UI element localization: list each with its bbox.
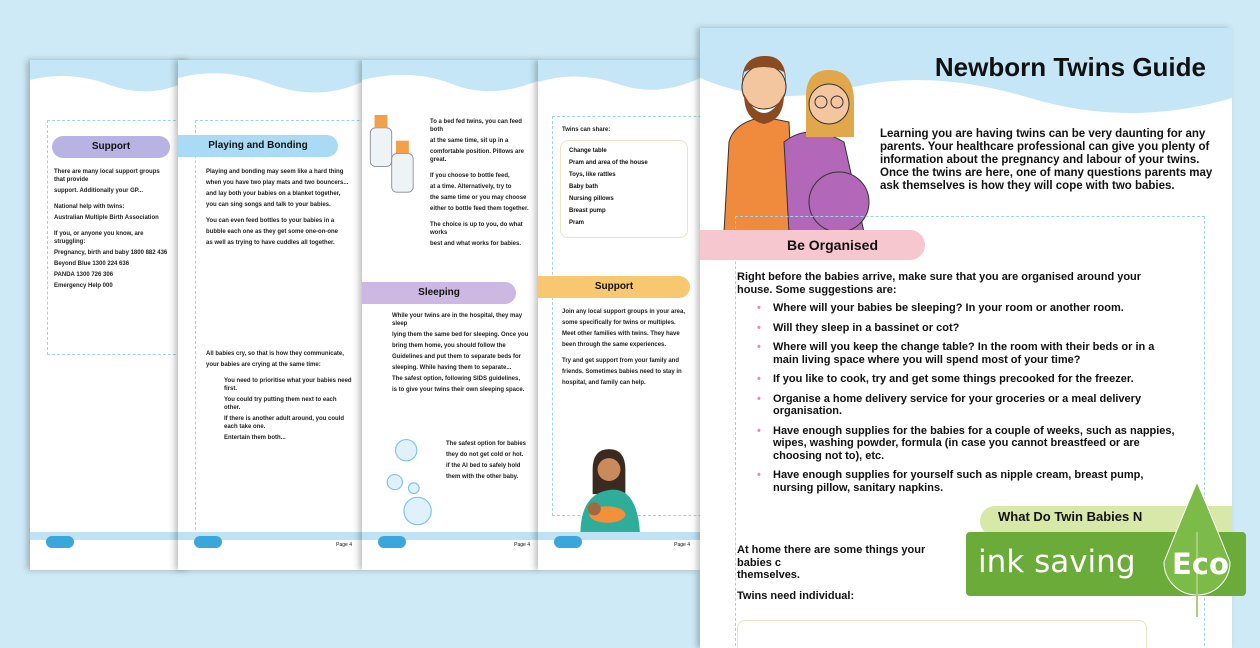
table-cell: Pram and area of the house [569, 160, 648, 166]
list-item: • Have enough supplies for yourself such as nipple cream, breast pump, nursing pillow, sanitary napkins. [755, 469, 1175, 494]
text-line: is to give your twins their own sleeping space. [392, 387, 525, 393]
page-number: Page 4 [674, 542, 690, 548]
list-item: • If you like to cook, try and get some things precooked for the freezer. [755, 373, 1175, 386]
mother-feeding-illustration [568, 445, 650, 535]
suggestions-list [755, 302, 1175, 501]
list-item: • Organise a home delivery service for your groceries or a meal delivery organisation. [755, 393, 1175, 418]
text-line: Emergency Help 000 [54, 283, 113, 289]
section-intro: At home there are some things your babies c [737, 544, 926, 569]
text-line: hospital, and family can help. [562, 380, 646, 386]
list-item: • Have enough supplies for the babies for a couple of weeks, such as nappies, wipes, washing powder, formula (in case you cannot breastfeed or are choosing not to), etc. [755, 425, 1175, 463]
text-line: PANDA 1300 726 306 [54, 272, 114, 278]
text-line: as well as trying to have cuddles all together. [206, 240, 335, 246]
wave-decoration [30, 60, 190, 110]
brand-logo [378, 536, 406, 548]
sleeping-text-block [392, 312, 532, 397]
page-support-2 [538, 60, 700, 570]
table-cell: Toys, like rattles [569, 172, 616, 178]
text-line: bubble each one as they get some one-on-one [206, 229, 339, 235]
text-line: Try and get support from your family and [562, 358, 680, 364]
heading-sleeping: Sleeping [362, 282, 516, 304]
brand-logo [554, 536, 582, 548]
list-item: • Where will you keep the change table? In the room with their beds or in a main living space where you will spend most of your time? [755, 341, 1175, 366]
bubbles-illustration [380, 435, 440, 530]
text-line: either to bottle feed them together. [430, 206, 529, 212]
text-line: Playing and bonding may seem like a hard thing [206, 169, 344, 175]
text-line: Entertain them both... [224, 435, 286, 441]
heading-support: Support [52, 136, 170, 158]
text-line: if the AI bed to safely hold [446, 463, 521, 469]
page-title: Newborn Twins Guide [934, 52, 1206, 82]
table-cell: Baby bath [569, 184, 599, 190]
list-item: • Will they sleep in a bassinet or cot? [755, 322, 1175, 335]
text-line: The safest option for babies [446, 441, 527, 447]
ink-saving-eco-badge [966, 532, 1260, 596]
text-line: The safest option, following SIDS guidelines, [392, 376, 521, 382]
crying-text-block [206, 350, 352, 445]
twins-need-label: Twins need individual: [737, 589, 855, 602]
text-line: The choice is up to you, do what works [430, 222, 523, 236]
page-number: Page 4 [336, 542, 352, 548]
table-intro: Twins can share: [562, 127, 611, 133]
text-line: To a bed fed twins, you can feed both [430, 119, 522, 133]
text-line: While your twins are in the hospital, they may sleep [392, 313, 523, 327]
baby-bottles-illustration [366, 85, 426, 205]
text-line: You need to prioritise what your babies need first. [224, 378, 352, 392]
feeding-text-block [430, 118, 534, 251]
text-line: Pregnancy, birth and baby 1800 882 436 [54, 250, 168, 256]
text-line: at a time. Alternatively, try to [430, 184, 512, 190]
parents-illustration [714, 42, 874, 232]
text-line: they do not get cold or hot. [446, 452, 524, 458]
list-item: • Where will your babies be sleeping? In your room or another room. [755, 302, 1175, 315]
shared-items-table [560, 140, 688, 238]
section-intro: Right before the babies arrive, make sure that you are organised around your house. Some suggestions are: [737, 271, 1142, 296]
text-line: support. Additionally your GP... [54, 188, 144, 194]
text-line: Guidelines and put them to separate beds for [392, 354, 522, 360]
text-line: bring them home, you should follow the [392, 343, 506, 349]
text-line: There are many local support groups that provide [54, 169, 160, 183]
text-line: best and what works for babies. [430, 241, 522, 247]
text-line: Beyond Blue 1300 224 636 [54, 261, 130, 267]
wave-decoration [538, 60, 700, 110]
heading-playing-bonding: Playing and Bonding [178, 135, 338, 157]
text-line: and lay both your babies on a blanket together, [206, 191, 341, 197]
table-cell: Change table [569, 148, 607, 154]
wave-decoration [178, 60, 362, 110]
text-line: the same time or you may choose [430, 195, 527, 201]
support-text-block [54, 168, 172, 293]
heading-be-organised: Be Organised [700, 230, 925, 260]
text-line: If there is another adult around, you could each take one. [224, 416, 345, 430]
text-line: You could try putting them next to each other. [224, 397, 337, 411]
text-line: Meet other families with twins. They have [562, 331, 680, 337]
text-line: If you choose to bottle feed, [430, 173, 510, 179]
text-line: comfortable position. Pillows are great. [430, 149, 525, 163]
text-line: some specifically for twins or multiples. [562, 320, 676, 326]
text-line: sleeping. While having them to separate... [392, 365, 512, 371]
page-number: Page 4 [514, 542, 530, 548]
text-line: them with the other baby. [446, 474, 519, 480]
text-line: All babies cry, so that is how they communicate, [206, 351, 344, 357]
text-line: Australian Multiple Birth Association [54, 215, 159, 221]
text-line: your babies are crying at the same time: [206, 362, 321, 368]
text-line: at the same time, sit up in a [430, 138, 509, 144]
playing-text-block [206, 168, 352, 250]
text-line: You can even feed bottles to your babies in a [206, 218, 335, 224]
ink-saving-label: ink saving [978, 544, 1136, 580]
table-cell: Breast pump [569, 208, 606, 214]
needs-section [737, 544, 952, 602]
intro-paragraph: Learning you are having twins can be very daunting for any parents. Your healthcare professional can give you plenty of information about the pregnancy and labour of your twins. Once the twins are here, one of many questions parents may ask themselves is how they will cope with two babies. [880, 128, 1213, 192]
text-line: you can sing songs and talk to your babies. [206, 202, 331, 208]
text-line: friends. Sometimes babies need to stay in [562, 369, 682, 375]
needs-box [737, 620, 1147, 648]
section-intro-end: themselves. [737, 569, 800, 581]
text-line: lying them the same bed for sleeping. Once you [392, 332, 529, 338]
page-sleeping [362, 60, 540, 570]
text-line: when you have two play mats and two bouncers... [206, 180, 349, 186]
eco-label: Eco [1172, 547, 1229, 581]
safe-sleep-text-block [446, 440, 534, 484]
text-line: Join any local support groups in your area, [562, 309, 686, 315]
text-line: been through the same experiences. [562, 342, 667, 348]
text-line: If you, or anyone you know, are struggling: [54, 231, 144, 245]
table-cell: Pram [569, 220, 585, 226]
support-text-block [562, 308, 692, 390]
brand-logo [46, 536, 74, 548]
table-cell: Nursing pillows [569, 196, 614, 202]
text-line: National help with twins: [54, 204, 125, 210]
page-support [30, 60, 190, 570]
page-playing-bonding [178, 60, 362, 570]
heading-what-do-twin-babies-need: What Do Twin Babies N [980, 506, 1232, 536]
heading-support: Support [538, 276, 690, 298]
brand-logo [194, 536, 222, 548]
